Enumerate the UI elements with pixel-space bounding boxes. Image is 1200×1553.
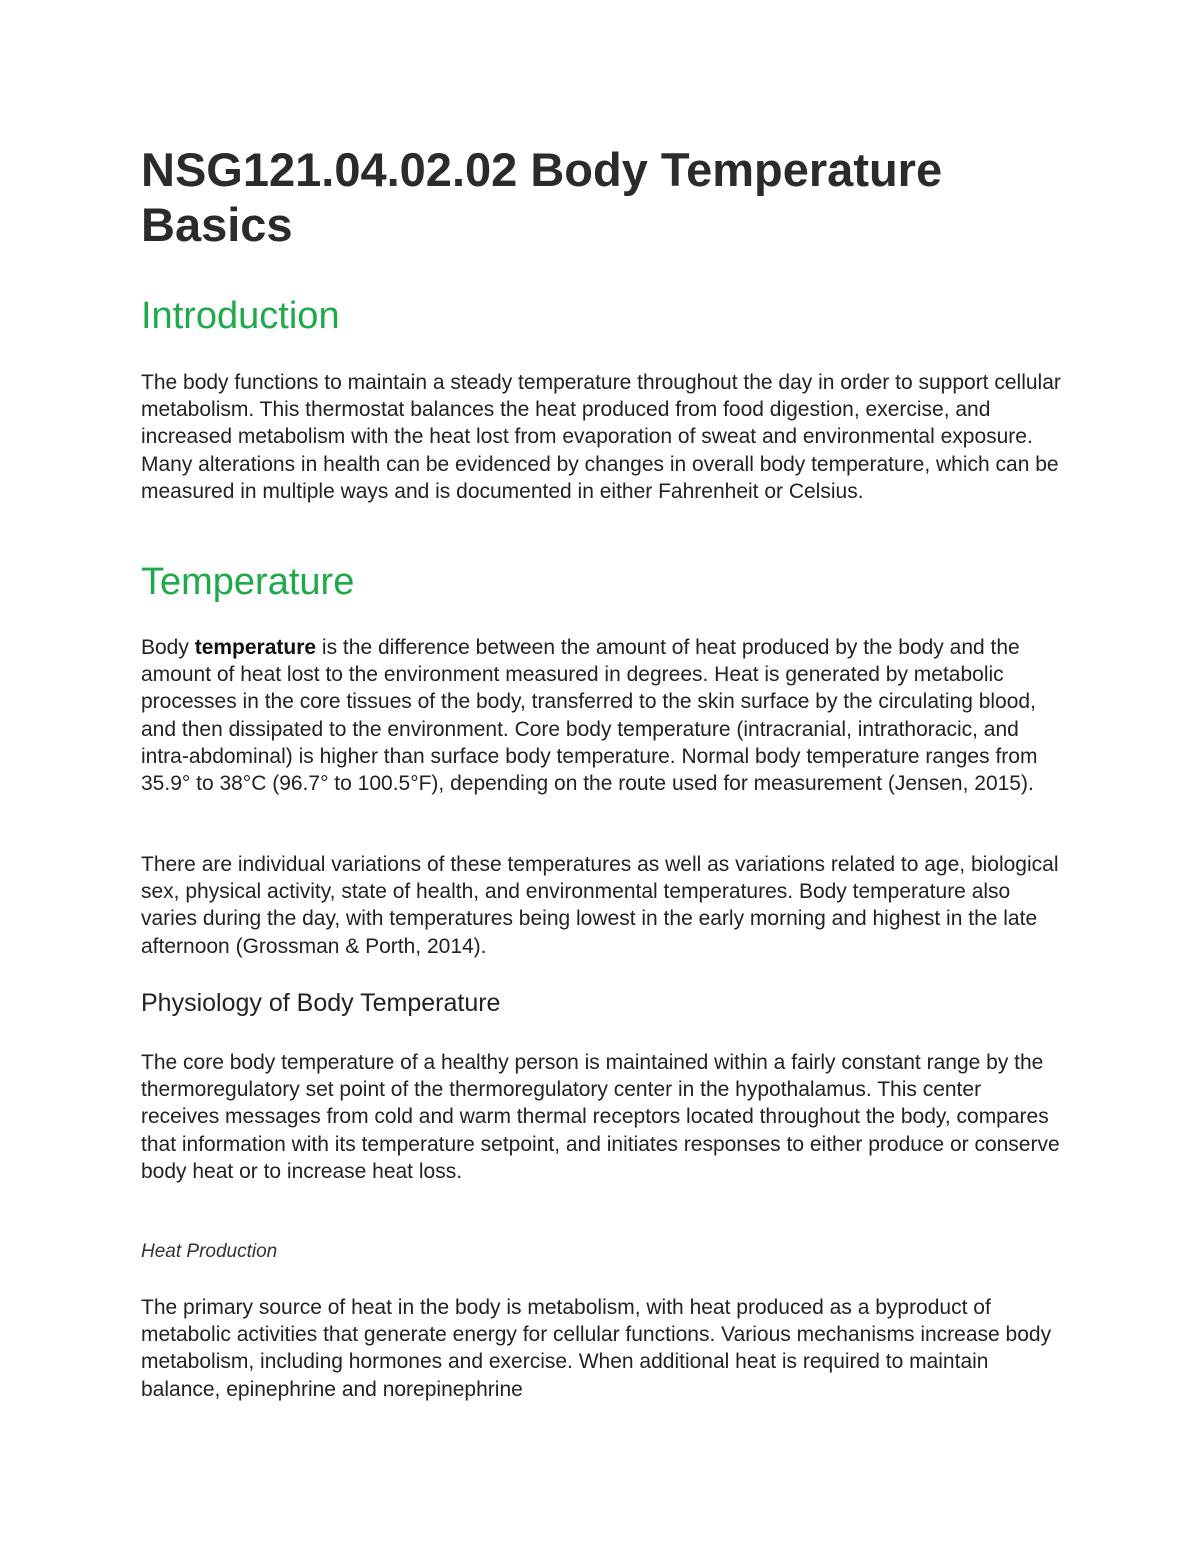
introduction-heading: Introduction — [141, 295, 340, 337]
temperature-paragraph-1-rest: is the difference between the amount of heat produced by the body and the amount of heat lost to the environment measured in degrees. Heat is generated by metabolic processes in the core tissues of the body, transferred to the skin surface by the circulating blood, and then dissipated to the environment. Core body temperature (intracranial, intrathoracic, and intra-abdominal) is higher than surface body temperature. Normal body temperature ranges from 35.9° to 38°C (96.7° to 100.5°F), depending on the route used for measurement (Jensen, 2015). — [141, 636, 1038, 796]
temperature-paragraph-1-start: Body — [141, 636, 195, 659]
temperature-term-bold: temperature — [194, 636, 317, 659]
heat-production-heading: Heat Production — [141, 1241, 278, 1262]
temperature-paragraph-2: There are individual variations of these temperatures as well as variations related to age, biological sex, physical activity, state of health, and environmental temperatures. Body temperature also varies during the day, with temperatures being lowest in the early morning and highest in the late afternoon (Grossman & Porth, 2014). — [141, 853, 1059, 958]
temperature-paragraph-1 — [141, 634, 1061, 797]
physiology-heading: Physiology of Body Temperature — [141, 989, 501, 1017]
introduction-paragraph: The body functions to maintain a steady temperature throughout the day in order to support cellular metabolism. This thermostat balances the heat produced from food digestion, exercise, and increased metabolism with the heat lost from evaporation of sweat and environmental exposure. Many alterations in health can be evidenced by changes in overall body temperature, which can be measured in multiple ways and is documented in either Fahrenheit or Celsius. — [141, 371, 1061, 503]
physiology-paragraph: The core body temperature of a healthy person is maintained within a fairly constant range by the thermoregulatory set point of the thermoregulatory center in the hypothalamus. This center receives messages from cold and warm thermal receptors located throughout the body, compares that information with its temperature setpoint, and initiates responses to either produce or conserve body heat or to increase heat loss. — [141, 1051, 1060, 1183]
heat-production-paragraph: The primary source of heat in the body is metabolism, with heat produced as a byproduct of metabolic activities that generate energy for cellular functions. Various mechanisms increase body metabolism, including hormones and exercise. When additional heat is required to maintain balance, epinephrine and norepinephrine — [141, 1296, 1052, 1401]
temperature-heading: Temperature — [141, 561, 355, 603]
document-title: NSG121.04.02.02 Body Temperature Basics — [141, 143, 943, 251]
